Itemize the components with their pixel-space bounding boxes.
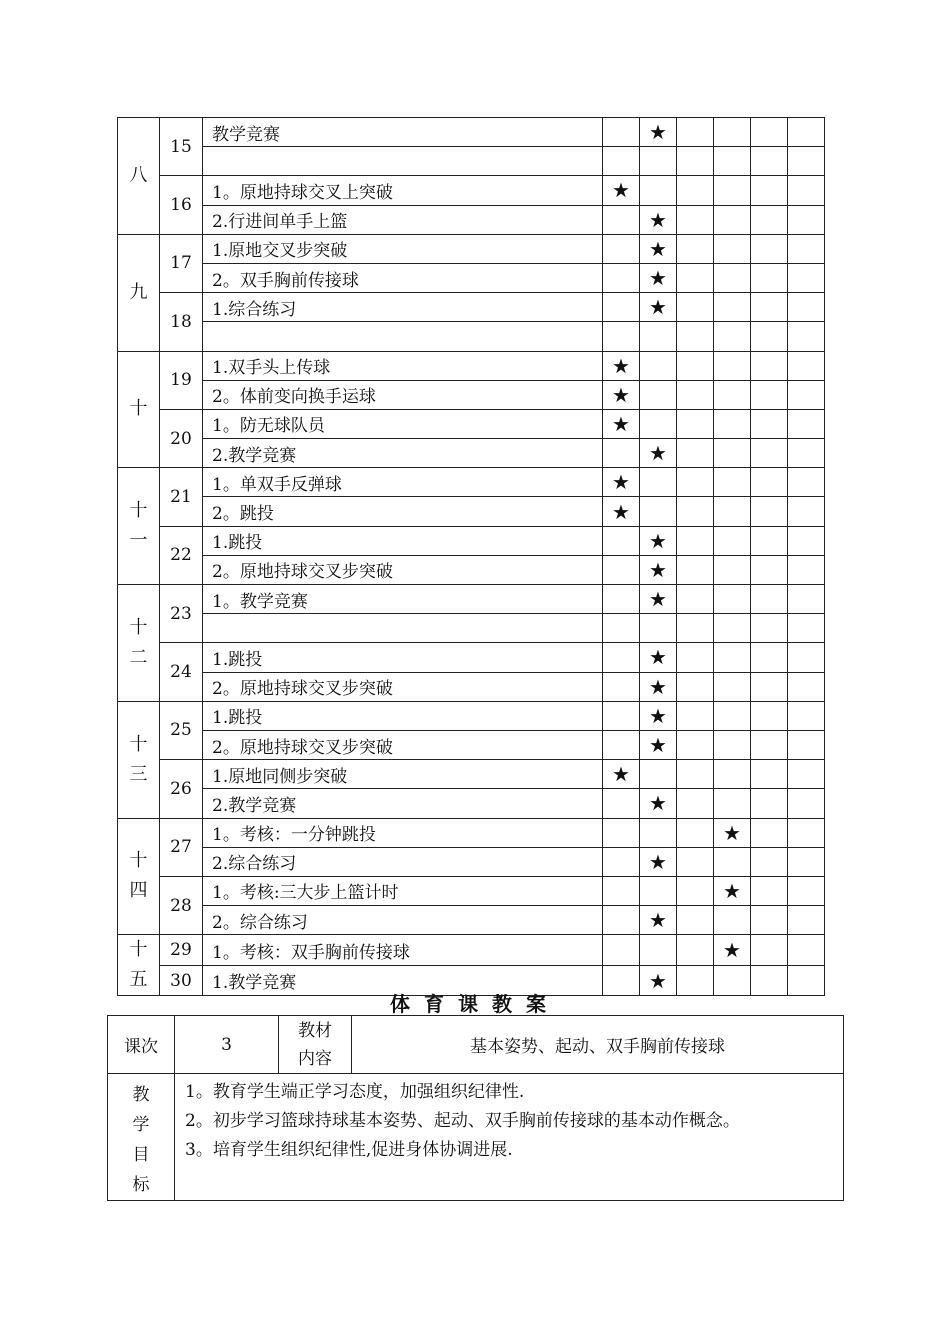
lesson-number-cell: 19 xyxy=(160,351,203,409)
lesson-content-cell: 1.双手头上传球 xyxy=(203,351,603,380)
mark-cell xyxy=(677,585,714,614)
lesson-content-cell: 1.教学竞赛 xyxy=(203,965,603,996)
goal-item: 3。培育学生组织纪律性,促进身体协调进展. xyxy=(185,1140,513,1160)
mark-cell xyxy=(714,205,751,234)
mark-cell xyxy=(603,614,640,643)
lesson-content-cell: 1。单双手反弹球 xyxy=(203,468,603,497)
teaching-schedule-table xyxy=(117,117,825,996)
lesson-number-cell: 26 xyxy=(160,760,203,818)
mark-cell xyxy=(751,439,788,468)
mark-cell xyxy=(640,351,677,380)
lesson-content-cell: 1.原地交叉步突破 xyxy=(203,234,603,263)
lesson-plan-table xyxy=(107,1015,844,1201)
week-cell: 十 二 xyxy=(118,585,160,702)
star-icon: ★ xyxy=(649,236,667,261)
star-icon: ★ xyxy=(649,645,667,670)
mark-cell xyxy=(788,935,825,966)
lesson-content-cell: 教学竞赛 xyxy=(203,118,603,147)
star-icon: ★ xyxy=(612,178,630,203)
mark-cell xyxy=(714,614,751,643)
mark-cell xyxy=(751,730,788,759)
mark-cell xyxy=(640,789,677,818)
mark-cell xyxy=(751,497,788,526)
mark-cell xyxy=(751,906,788,935)
mark-cell xyxy=(677,935,714,966)
mark-cell xyxy=(603,351,640,380)
table-row xyxy=(118,351,825,380)
star-icon: ★ xyxy=(612,411,630,436)
mark-cell xyxy=(788,847,825,876)
week-cell: 十 五 xyxy=(118,935,160,996)
mark-cell xyxy=(640,322,677,351)
lesson-content-cell xyxy=(203,322,603,351)
lesson-content-cell: 2.综合练习 xyxy=(203,847,603,876)
table-row xyxy=(118,760,825,789)
table-row xyxy=(118,730,825,759)
mark-cell xyxy=(751,876,788,905)
mark-cell xyxy=(640,176,677,205)
mark-cell xyxy=(640,234,677,263)
mark-cell xyxy=(677,497,714,526)
lesson-number-cell: 24 xyxy=(160,643,203,701)
mark-cell xyxy=(714,585,751,614)
mark-cell xyxy=(677,614,714,643)
star-icon: ★ xyxy=(649,266,667,291)
lesson-content-cell: 1.综合练习 xyxy=(203,293,603,322)
star-icon: ★ xyxy=(649,703,667,728)
mark-cell xyxy=(603,497,640,526)
week-cell: 十 一 xyxy=(118,468,160,585)
lesson-number-cell: 22 xyxy=(160,526,203,584)
table-row xyxy=(118,497,825,526)
lesson-number-cell: 18 xyxy=(160,293,203,351)
mark-cell xyxy=(677,730,714,759)
mark-cell xyxy=(640,672,677,701)
table-row xyxy=(118,322,825,351)
lesson-content-cell: 1。考核：双手胸前传接球 xyxy=(203,935,603,966)
table-row xyxy=(118,205,825,234)
mark-cell xyxy=(603,906,640,935)
mark-cell xyxy=(751,468,788,497)
lesson-content-cell: 2。原地持球交叉步突破 xyxy=(203,555,603,584)
mark-cell xyxy=(677,643,714,672)
table-row xyxy=(118,701,825,730)
mark-cell xyxy=(603,380,640,409)
mark-cell xyxy=(677,322,714,351)
star-icon: ★ xyxy=(649,674,667,699)
mark-cell xyxy=(677,380,714,409)
mark-cell xyxy=(640,147,677,176)
mark-cell xyxy=(603,234,640,263)
lesson-content-cell: 2。双手胸前传接球 xyxy=(203,263,603,292)
table-row xyxy=(118,439,825,468)
mark-cell xyxy=(751,526,788,555)
table-row xyxy=(118,293,825,322)
lesson-content-cell: 1。教学竞赛 xyxy=(203,585,603,614)
week-cell: 十 四 xyxy=(118,818,160,935)
mark-cell xyxy=(788,409,825,438)
mark-cell xyxy=(714,351,751,380)
lesson-content-cell: 2.教学竞赛 xyxy=(203,789,603,818)
mark-cell xyxy=(714,847,751,876)
mark-cell xyxy=(751,351,788,380)
mark-cell xyxy=(788,760,825,789)
mark-cell xyxy=(714,409,751,438)
mark-cell xyxy=(603,322,640,351)
mark-cell xyxy=(788,614,825,643)
lesson-content-cell: 2。体前变向换手运球 xyxy=(203,380,603,409)
lesson-content-cell: 1.跳投 xyxy=(203,643,603,672)
mark-cell xyxy=(640,439,677,468)
mark-cell xyxy=(640,701,677,730)
lesson-number-cell: 20 xyxy=(160,409,203,467)
mark-cell xyxy=(788,293,825,322)
mark-cell xyxy=(677,263,714,292)
mark-cell xyxy=(751,293,788,322)
star-icon: ★ xyxy=(723,938,741,962)
mark-cell xyxy=(714,147,751,176)
lesson-content-cell: 1.原地同侧步突破 xyxy=(203,760,603,789)
mark-cell xyxy=(788,497,825,526)
table-row xyxy=(118,906,825,935)
mark-cell xyxy=(788,176,825,205)
mark-cell xyxy=(677,789,714,818)
goals-label xyxy=(108,1074,175,1201)
mark-cell xyxy=(751,585,788,614)
mark-cell xyxy=(677,906,714,935)
week-cell: 十 三 xyxy=(118,701,160,818)
star-icon: ★ xyxy=(612,470,630,495)
table-row xyxy=(118,585,825,614)
mark-cell xyxy=(677,701,714,730)
star-icon: ★ xyxy=(723,878,741,903)
mark-cell xyxy=(751,614,788,643)
star-icon: ★ xyxy=(649,557,667,582)
mark-cell xyxy=(603,876,640,905)
mark-cell xyxy=(714,789,751,818)
mark-cell xyxy=(603,263,640,292)
star-icon: ★ xyxy=(649,528,667,553)
mark-cell xyxy=(788,585,825,614)
mark-cell xyxy=(677,147,714,176)
mark-cell xyxy=(677,526,714,555)
mark-cell xyxy=(640,876,677,905)
material-label xyxy=(279,1016,352,1074)
lesson-number-cell: 16 xyxy=(160,176,203,234)
mark-cell xyxy=(788,439,825,468)
mark-cell xyxy=(751,118,788,147)
mark-cell xyxy=(751,818,788,847)
mark-cell xyxy=(788,555,825,584)
mark-cell xyxy=(603,526,640,555)
mark-cell xyxy=(714,555,751,584)
mark-cell xyxy=(603,730,640,759)
mark-cell xyxy=(640,293,677,322)
mark-cell xyxy=(640,585,677,614)
table-row xyxy=(118,672,825,701)
mark-cell xyxy=(640,935,677,966)
mark-cell xyxy=(788,322,825,351)
mark-cell xyxy=(677,876,714,905)
mark-cell xyxy=(751,205,788,234)
mark-cell xyxy=(677,118,714,147)
mark-cell xyxy=(714,322,751,351)
mark-cell xyxy=(640,760,677,789)
star-icon: ★ xyxy=(649,587,667,612)
star-icon: ★ xyxy=(649,791,667,816)
mark-cell xyxy=(714,234,751,263)
lesson-number-cell: 30 xyxy=(160,965,203,996)
star-icon: ★ xyxy=(649,733,667,758)
lesson-number-cell: 21 xyxy=(160,468,203,526)
star-icon: ★ xyxy=(723,820,741,845)
lesson-content-cell: 1。考核:三大步上篮计时 xyxy=(203,876,603,905)
mark-cell xyxy=(603,555,640,584)
star-icon: ★ xyxy=(612,762,630,787)
star-icon: ★ xyxy=(649,849,667,874)
mark-cell xyxy=(751,409,788,438)
mark-cell xyxy=(788,351,825,380)
mark-cell xyxy=(677,176,714,205)
mark-cell xyxy=(640,906,677,935)
mark-cell xyxy=(788,147,825,176)
week-cell: 九 xyxy=(118,234,160,351)
star-icon: ★ xyxy=(612,353,630,378)
mark-cell xyxy=(640,468,677,497)
lesson-content-cell: 1。防无球队员 xyxy=(203,409,603,438)
lesson-content-cell xyxy=(203,614,603,643)
star-icon: ★ xyxy=(649,207,667,232)
mark-cell xyxy=(714,380,751,409)
mark-cell xyxy=(714,701,751,730)
lesson-content-cell: 1.跳投 xyxy=(203,701,603,730)
mark-cell xyxy=(603,205,640,234)
mark-cell xyxy=(788,701,825,730)
lesson-content-cell xyxy=(203,147,603,176)
mark-cell xyxy=(640,555,677,584)
mark-cell xyxy=(788,468,825,497)
mark-cell xyxy=(788,380,825,409)
lesson-content-cell: 2。原地持球交叉步突破 xyxy=(203,672,603,701)
mark-cell xyxy=(714,497,751,526)
lesson-number-cell: 25 xyxy=(160,701,203,759)
mark-cell xyxy=(788,234,825,263)
mark-cell xyxy=(640,730,677,759)
mark-cell xyxy=(751,789,788,818)
mark-cell xyxy=(603,439,640,468)
mark-cell xyxy=(751,263,788,292)
mark-cell xyxy=(788,643,825,672)
mark-cell xyxy=(677,468,714,497)
mark-cell xyxy=(751,234,788,263)
mark-cell xyxy=(603,147,640,176)
mark-cell xyxy=(640,614,677,643)
mark-cell xyxy=(603,176,640,205)
mark-cell xyxy=(788,906,825,935)
lesson-content-cell: 2.教学竞赛 xyxy=(203,439,603,468)
mark-cell xyxy=(677,760,714,789)
mark-cell xyxy=(714,263,751,292)
table-row xyxy=(118,526,825,555)
lesson-content-cell: 2。跳投 xyxy=(203,497,603,526)
star-icon: ★ xyxy=(612,499,630,524)
mark-cell xyxy=(603,760,640,789)
lesson-number-cell: 28 xyxy=(160,876,203,934)
mark-cell xyxy=(714,760,751,789)
mark-cell xyxy=(640,497,677,526)
mark-cell xyxy=(714,118,751,147)
mark-cell xyxy=(603,672,640,701)
mark-cell xyxy=(751,643,788,672)
mark-cell xyxy=(714,439,751,468)
table-row xyxy=(118,263,825,292)
mark-cell xyxy=(603,701,640,730)
session-value: 3 xyxy=(175,1016,279,1074)
goal-item: 2。初步学习篮球持球基本姿势、起动、双手胸前传接球的基本动作概念。 xyxy=(185,1111,740,1131)
table-row xyxy=(118,234,825,263)
mark-cell xyxy=(714,468,751,497)
mark-cell xyxy=(677,351,714,380)
lesson-number-cell: 29 xyxy=(160,935,203,966)
mark-cell xyxy=(603,847,640,876)
lesson-plan-title: 体育课教案 xyxy=(390,992,560,1016)
lesson-content-cell: 2.行进间单手上篮 xyxy=(203,205,603,234)
star-icon: ★ xyxy=(649,120,667,145)
mark-cell xyxy=(788,263,825,292)
mark-cell xyxy=(788,672,825,701)
mark-cell xyxy=(677,205,714,234)
table-row xyxy=(118,876,825,905)
mark-cell xyxy=(751,555,788,584)
goals-list xyxy=(175,1074,844,1201)
star-icon: ★ xyxy=(649,441,667,466)
mark-cell xyxy=(603,468,640,497)
mark-cell xyxy=(640,643,677,672)
mark-cell xyxy=(751,672,788,701)
mark-cell xyxy=(677,293,714,322)
mark-cell xyxy=(677,234,714,263)
mark-cell xyxy=(640,847,677,876)
mark-cell xyxy=(640,818,677,847)
mark-cell xyxy=(640,409,677,438)
star-icon: ★ xyxy=(649,968,667,993)
mark-cell xyxy=(677,555,714,584)
week-cell: 八 xyxy=(118,118,160,235)
table-row xyxy=(118,818,825,847)
table-row xyxy=(118,380,825,409)
table-row xyxy=(118,614,825,643)
mark-cell xyxy=(714,876,751,905)
mark-cell xyxy=(751,176,788,205)
mark-cell xyxy=(640,118,677,147)
mark-cell xyxy=(788,205,825,234)
goal-item: 1。教育学生端正学习态度，加强组织纪律性. xyxy=(185,1082,525,1102)
mark-cell xyxy=(714,526,751,555)
star-icon: ★ xyxy=(612,382,630,407)
mark-cell xyxy=(714,935,751,966)
lesson-number-cell: 27 xyxy=(160,818,203,876)
mark-cell xyxy=(788,789,825,818)
goals-label-text: 教 学 目 标 xyxy=(132,1085,150,1195)
mark-cell xyxy=(714,176,751,205)
session-label: 课次 xyxy=(108,1016,175,1074)
material-value: 基本姿势、起动、双手胸前传接球 xyxy=(352,1016,844,1074)
mark-cell xyxy=(640,526,677,555)
mark-cell xyxy=(640,205,677,234)
lesson-number-cell: 17 xyxy=(160,234,203,292)
mark-cell xyxy=(677,672,714,701)
mark-cell xyxy=(788,818,825,847)
table-row xyxy=(118,935,825,966)
mark-cell xyxy=(751,147,788,176)
table-row xyxy=(118,555,825,584)
mark-cell xyxy=(714,672,751,701)
lesson-content-cell: 2。原地持球交叉步突破 xyxy=(203,730,603,759)
mark-cell xyxy=(714,906,751,935)
mark-cell xyxy=(788,876,825,905)
mark-cell xyxy=(677,818,714,847)
mark-cell xyxy=(788,118,825,147)
mark-cell xyxy=(751,380,788,409)
lesson-number-cell: 15 xyxy=(160,118,203,176)
mark-cell xyxy=(788,730,825,759)
mark-cell xyxy=(603,118,640,147)
mark-cell xyxy=(603,293,640,322)
mark-cell xyxy=(751,847,788,876)
mark-cell xyxy=(603,585,640,614)
lesson-number-cell: 23 xyxy=(160,585,203,643)
mark-cell xyxy=(751,935,788,966)
lesson-content-cell: 1。考核：一分钟跳投 xyxy=(203,818,603,847)
mark-cell xyxy=(751,760,788,789)
mark-cell xyxy=(640,380,677,409)
table-row xyxy=(118,789,825,818)
table-row xyxy=(118,147,825,176)
star-icon: ★ xyxy=(649,295,667,320)
mark-cell xyxy=(603,935,640,966)
table-row xyxy=(118,409,825,438)
mark-cell xyxy=(714,730,751,759)
material-label-text: 教材 内容 xyxy=(298,1020,332,1069)
mark-cell xyxy=(677,847,714,876)
mark-cell xyxy=(603,818,640,847)
mark-cell xyxy=(714,293,751,322)
mark-cell xyxy=(603,643,640,672)
mark-cell xyxy=(603,409,640,438)
mark-cell xyxy=(714,818,751,847)
lesson-content-cell: 1。原地持球交叉上突破 xyxy=(203,176,603,205)
mark-cell xyxy=(714,643,751,672)
table-row xyxy=(118,847,825,876)
table-row xyxy=(118,118,825,147)
table-row xyxy=(118,468,825,497)
lesson-content-cell: 1.跳投 xyxy=(203,526,603,555)
lesson-content-cell: 2。综合练习 xyxy=(203,906,603,935)
mark-cell xyxy=(603,789,640,818)
week-cell: 十 xyxy=(118,351,160,468)
table-row xyxy=(118,176,825,205)
mark-cell xyxy=(751,701,788,730)
table-row xyxy=(118,643,825,672)
star-icon: ★ xyxy=(649,908,667,933)
mark-cell xyxy=(640,263,677,292)
mark-cell xyxy=(751,322,788,351)
mark-cell xyxy=(788,526,825,555)
mark-cell xyxy=(677,439,714,468)
mark-cell xyxy=(677,409,714,438)
